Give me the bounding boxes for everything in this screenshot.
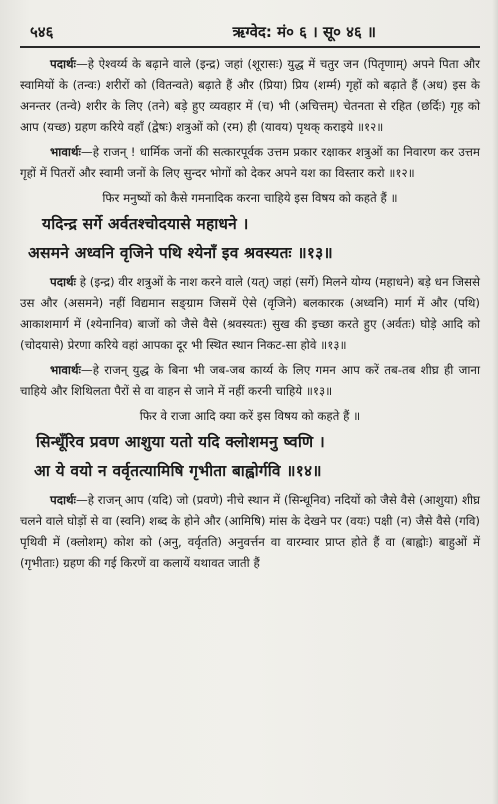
padartha-label: पदार्थः	[50, 275, 76, 289]
mantra-14-line-1: सिन्धूँरिव प्रवण आशुया यतो यदि क्लोशमनु ष्वणि ।	[36, 433, 325, 451]
bhavartha-text: —हे राजन् युद्ध के बिना भी जब-जब कार्य्य के लिए गमन आप करें तब-तब शीघ्र ही जाना चाहिये और शिथिलता पैरों से वा वाहन से जाने में नहीं करनी चाहिये ॥१३॥	[20, 363, 480, 398]
bhavartha-label: भावार्थः	[50, 363, 81, 377]
page-number: ५४६	[30, 23, 54, 41]
padartha-text: हे (इन्द्र) वीर शत्रुओं के नाश करने वाले (यत्) जहां (सर्गे) मिलने योग्य (महाधने) बड़े धन जिससे उस और (असमने) नहीं विद्यमान सङ्ग्राम जिसमें ऐसे (वृजिने) बलकारक (अध्वनि) मार्ग में और (पथि) आकाशमार्ग में (श्येनानिव) बाजों को जैसे वैसे (श्रवस्यतः) सुख की इच्छा करते हुए (अर्वतः) घोड़े आदि को (चोदयासे) प्रेरणा करिये वहां आपका दूर भी स्थित स्थान निकट-सा होवे ॥१३॥	[20, 275, 480, 352]
mantra-13-line-2: असमने अध्वनि वृजिने पथि श्येनाँ इव श्रवस्यतः ॥१३॥	[28, 244, 333, 262]
mantra-14-line-2: आ ये वयो न वर्वृतत्यामिषि गृभीता बाह्वोर्गवि ॥१४॥	[34, 462, 322, 480]
padartha-14	[20, 490, 480, 574]
mantra-13-line-1: यदिन्द्र सर्गे अर्वतश्चोदयासे महाधने ।	[42, 215, 249, 233]
padartha-label: पदार्थः	[50, 493, 76, 507]
padartha-text: —हे राजन् आप (यदि) जो (प्रवणे) नीचे स्थान में (सिन्धूनिव) नदियों को जैसे वैसे (आशुया) शीघ्र चलने वाले घोड़ों से वा (स्वनि) शब्द के होने और (आमिषि) मांस के देखने पर (वयः) पक्षी (न) जैसे वैसे (गवि) पृथिवी में (क्लोशम्) कोश को (अनु, वर्वृतति) अनुवर्त्तन वा वारम्वार प्राप्त होते हैं वा (बाह्वोः) बाहुओं में (गृभीताः) ग्रहण की गई किरणें वा कलायें यथावत जाती हैं	[20, 493, 480, 570]
page-edge-shadow	[492, 0, 498, 804]
padartha-12	[20, 54, 480, 138]
bhavartha-text: —हे राजन् ! धार्मिक जनों की सत्कारपूर्वक उत्तम प्रकार रक्षाकर शत्रुओं का निवारण कर उत्तम गृहों में पितरों और स्वामी जनों के लिए सुन्दर भोगों को देकर अपने यश का विस्तार करो ॥१२॥	[20, 145, 480, 180]
padartha-text: —हे ऐश्वर्य्य के बढ़ाने वाले (इन्द्र) जहां (शूरासः) युद्ध में चतुर जन (पितृणाम्) अपने पिता और स्वामियों के (तन्वः) शरीरों को (वितन्वते) बढ़ाते हैं और (प्रिया) प्रिय (शर्म्म) गृहों को बढ़ाते हैं (अध) इस के अनन्तर (तन्वे) शरीर के लिए (तने) बड़े हुए व्यवहार में (च) भी (अचित्तम्) चेतनता से रहित (छर्दिः) गृह को आप (यच्छ) ग्रहण करिये वहाँ (द्वेषः) शत्रुओं को (रम) ही (यावय) पृथक् कराइये ॥१२॥	[20, 57, 480, 134]
running-head: ऋग्वेद: मं० ६ । सू० ४६ ॥	[232, 23, 376, 41]
page-header	[20, 22, 480, 48]
bhavartha-13	[20, 360, 480, 402]
padartha-13	[20, 272, 480, 356]
padartha-label: पदार्थः	[50, 57, 76, 71]
bhavartha-12	[20, 142, 480, 184]
subject-note-13: फिर मनुष्यों को कैसे गमनादिक करना चाहिये इस विषय को कहते हैं ॥	[102, 191, 398, 205]
bhavartha-label: भावार्थः	[50, 145, 81, 159]
subject-note-14: फिर वे राजा आदि क्या करें इस विषय को कहते हैं ॥	[139, 409, 361, 423]
